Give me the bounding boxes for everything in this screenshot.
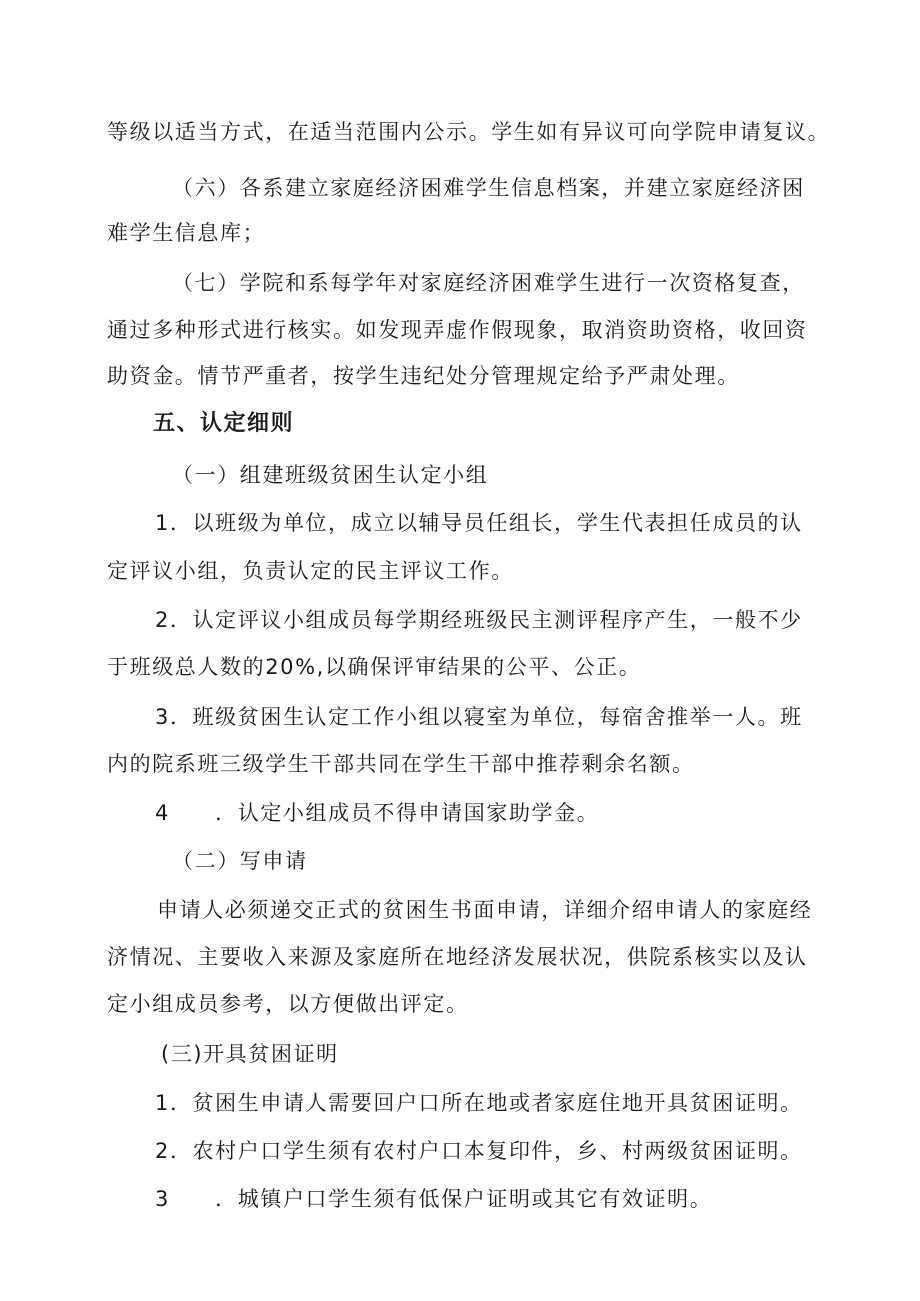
application-line-3: 定小组成员参考，以方便做出评定。 (107, 992, 469, 1016)
rule-1-line-1: 1．以班级为单位，成立以辅导员任组长，学生代表担任成员的认 (155, 511, 803, 535)
item-seven-line-2: 通过多种形式进行核实。如发现弄虚作假现象，取消资助资格，收回资 (107, 318, 808, 342)
item-seven-line-3: 助资金。情节严重者，按学生违纪处分管理规定给予严肃处理。 (107, 364, 740, 388)
rule-3-line-1: 3．班级贫困生认定工作小组以寝室为单位，每宿舍推举一人。班 (155, 705, 803, 729)
rule-3-line-2: 内的院系班三级学生干部共同在学生干部中推荐剩余名额。 (107, 752, 695, 776)
subsection-one-title: （一）组建班级贫困生认定小组 (172, 463, 489, 487)
rule-1-line-2: 定评议小组，负责认定的民主评议工作。 (107, 559, 514, 583)
certificate-rule-2: 2．农村户口学生须有农村户口本复印件，乡、村两级贫困证明。 (155, 1139, 803, 1163)
rule-2-line-1: 2．认定评议小组成员每学期经班级民主测评程序产生，一般不少 (155, 608, 803, 632)
rule-2-line-2: 于班级总人数的20%,以确保评审结果的公平、公正。 (107, 655, 642, 679)
item-six-line-2: 难学生信息库； (107, 221, 266, 245)
certificate-rule-3: 3 ．城镇户口学生须有低保户证明或其它有效证明。 (155, 1187, 713, 1211)
application-line-1: 申请人必须递交正式的贫困生书面申请，详细介绍申请人的家庭经 (157, 898, 813, 922)
subsection-two-title: （二）写申请 (172, 849, 308, 873)
rule-4-line: 4 ．认定小组成员不得申请国家助学金。 (155, 801, 600, 825)
certificate-rule-1: 1．贫困生申请人需要回户口所在地或者家庭住地开具贫困证明。 (155, 1091, 803, 1115)
application-line-2: 济情况、主要收入来源及家庭所在地经济发展状况，供院系核实以及认 (107, 945, 808, 969)
section-heading-five: 五、认定细则 (153, 411, 295, 436)
item-six-line-1: （六）各系建立家庭经济困难学生信息档案，并建立家庭经济困 (172, 176, 805, 200)
subsection-three-title: (三)开具贫困证明 (161, 1042, 339, 1066)
item-seven-line-1: （七）学院和系每学年对家庭经济困难学生进行一次资格复查， (172, 271, 805, 295)
paragraph-line-publicity: 等级以适当方式，在适当范围内公示。学生如有异议可向学院申请复议。 (107, 120, 831, 144)
